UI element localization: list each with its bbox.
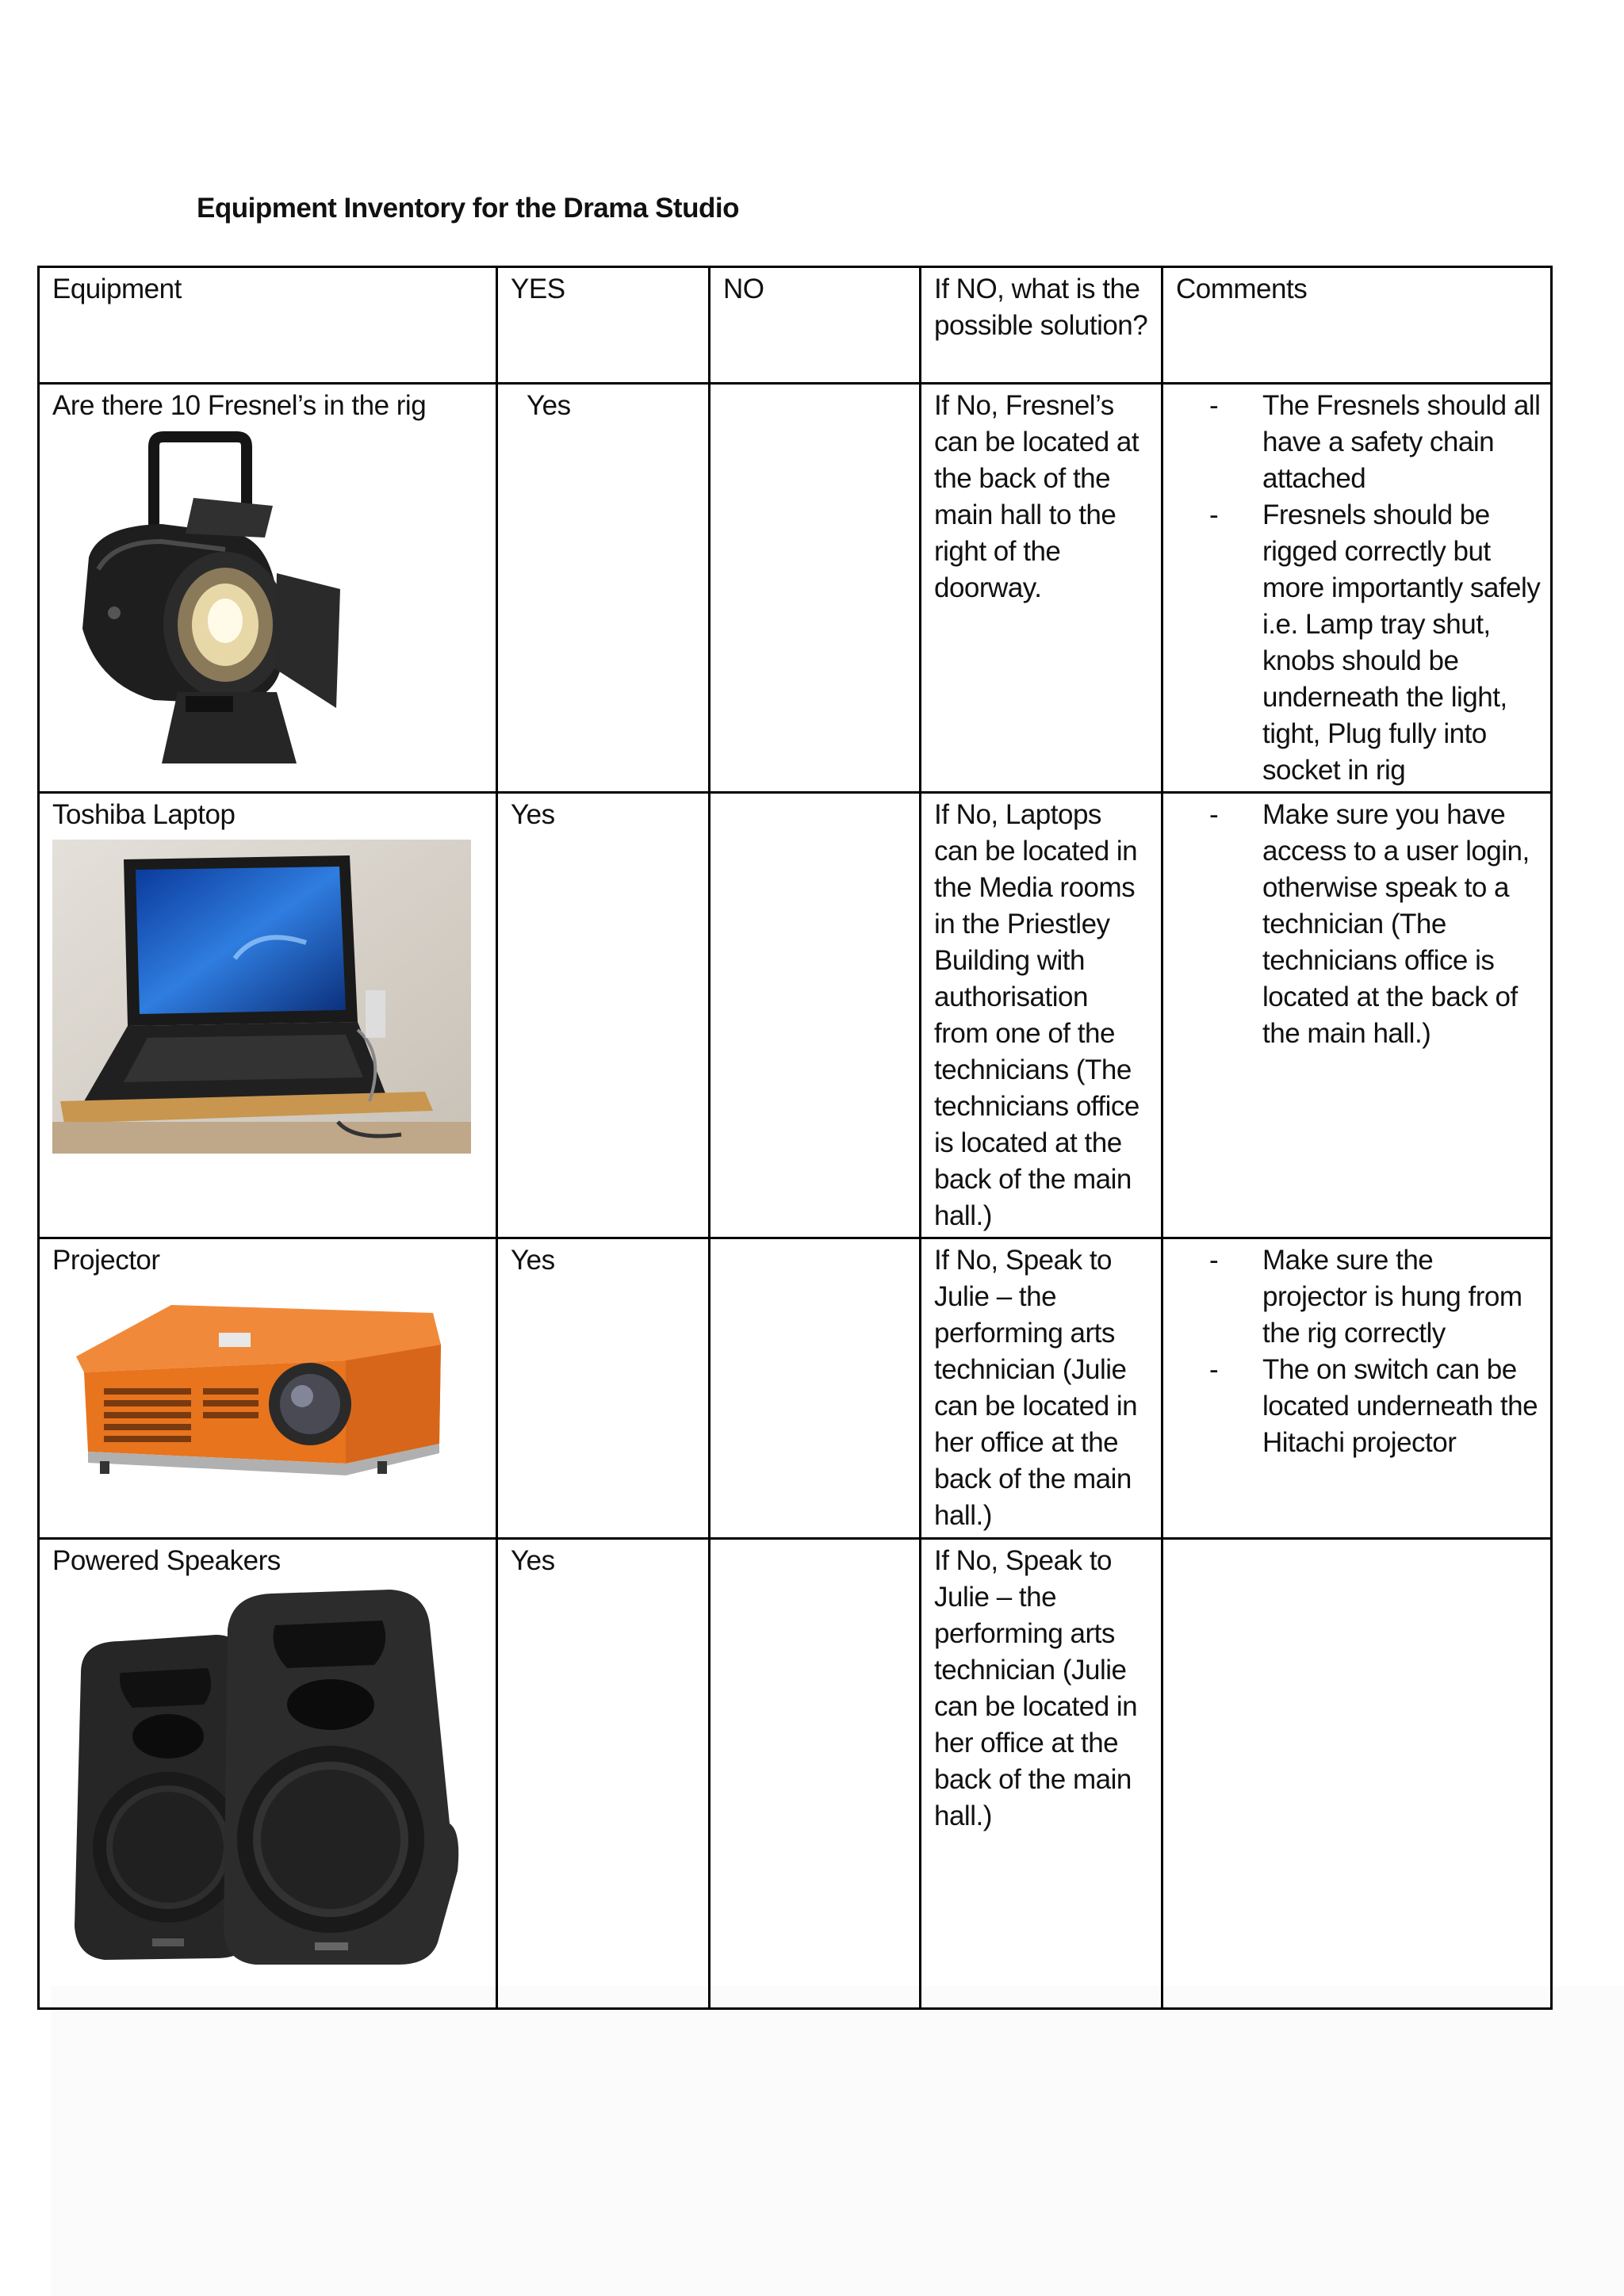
comment-bullet: - [1209, 1245, 1219, 1276]
equipment-name: Are there 10 Fresnel’s in the rig [52, 390, 427, 421]
yes-cell [497, 384, 710, 793]
comment-bullet: - [1209, 390, 1219, 421]
no-cell [710, 1238, 921, 1539]
solution-cell [921, 793, 1162, 1238]
comment-item [1163, 1352, 1542, 1461]
header-equipment: Equipment [39, 267, 497, 384]
solution-cell [921, 1238, 1162, 1539]
scan-background [51, 1986, 1624, 2296]
comment-text: Fresnels should be rigged correctly but more importantly safely i.e. Lamp tray shut, knobs should be underneath the light, tight, Plug fully into socket in rig [1262, 499, 1541, 786]
solution-text: If No, Laptops can be located in the Media rooms in the Priestley Building with authorisation from one of the technicians (The technicians office is located at the back of the main hall.) [934, 799, 1139, 1231]
comment-text: The on switch can be located underneath the Hitachi projector [1262, 1354, 1538, 1458]
comments-cell [1162, 1238, 1552, 1539]
yes-cell: Yes [497, 1238, 710, 1539]
comment-item [1163, 1242, 1542, 1352]
header-no: NO [710, 267, 921, 384]
solution-cell [921, 384, 1162, 793]
solution-cell [921, 1539, 1162, 2009]
comment-bullet: - [1209, 799, 1219, 830]
laptop-photo [52, 840, 471, 1154]
comments-cell [1162, 793, 1552, 1238]
equipment-cell [39, 1238, 497, 1539]
speakers-photo [57, 1586, 469, 1966]
comment-bullet: - [1209, 1354, 1219, 1385]
table-header-row [39, 267, 1552, 384]
no-cell [710, 384, 921, 793]
table-row [39, 793, 1552, 1238]
comments-cell [1162, 1539, 1552, 2009]
comments-cell [1162, 384, 1552, 793]
table-row [39, 1539, 1552, 2009]
equipment-inventory-table [37, 266, 1553, 2010]
yes-cell: Yes [497, 793, 710, 1238]
comment-item [1163, 497, 1542, 789]
equipment-cell [39, 384, 497, 793]
header-yes: YES [497, 267, 710, 384]
equipment-cell [39, 1539, 497, 2009]
comment-item [1163, 388, 1542, 497]
comment-text: Make sure the projector is hung from the rig correctly [1262, 1245, 1522, 1349]
comments-list [1163, 1242, 1542, 1461]
yes-cell: Yes [497, 1539, 710, 2009]
equipment-cell [39, 793, 497, 1238]
comment-text: The Fresnels should all have a safety chain attached [1262, 390, 1541, 494]
solution-text: If No, Fresnel’s can be located at the back of the main hall to the right of the doorway. [934, 390, 1139, 603]
table-row [39, 1238, 1552, 1539]
projector-photo [60, 1285, 457, 1491]
equipment-name: Powered Speakers [52, 1545, 281, 1576]
header-solution: If NO, what is the possible solution? [921, 267, 1162, 384]
comments-list [1163, 797, 1542, 1052]
no-cell [710, 793, 921, 1238]
no-cell [710, 1539, 921, 2009]
comment-text: Make sure you have access to a user login, otherwise speak to a technician (The technicians office is located at the back of the main hall.) [1262, 799, 1530, 1049]
fresnel-spotlight-photo [67, 430, 352, 771]
solution-text: If No, Speak to Julie – the performing arts technician (Julie can be located in her office at the back of the main hall.) [934, 1545, 1138, 1831]
comment-bullet: - [1209, 499, 1219, 530]
yes-value: Yes [527, 390, 571, 421]
page-title: Equipment Inventory for the Drama Studio [197, 193, 739, 224]
table-row [39, 384, 1552, 793]
solution-text: If No, Speak to Julie – the performing arts technician (Julie can be located in her office at the back of the main hall.) [934, 1245, 1138, 1531]
equipment-name: Toshiba Laptop [52, 799, 236, 830]
comments-list [1163, 388, 1542, 789]
header-comments: Comments [1162, 267, 1552, 384]
comment-item [1163, 797, 1542, 1052]
equipment-name: Projector [52, 1245, 160, 1276]
